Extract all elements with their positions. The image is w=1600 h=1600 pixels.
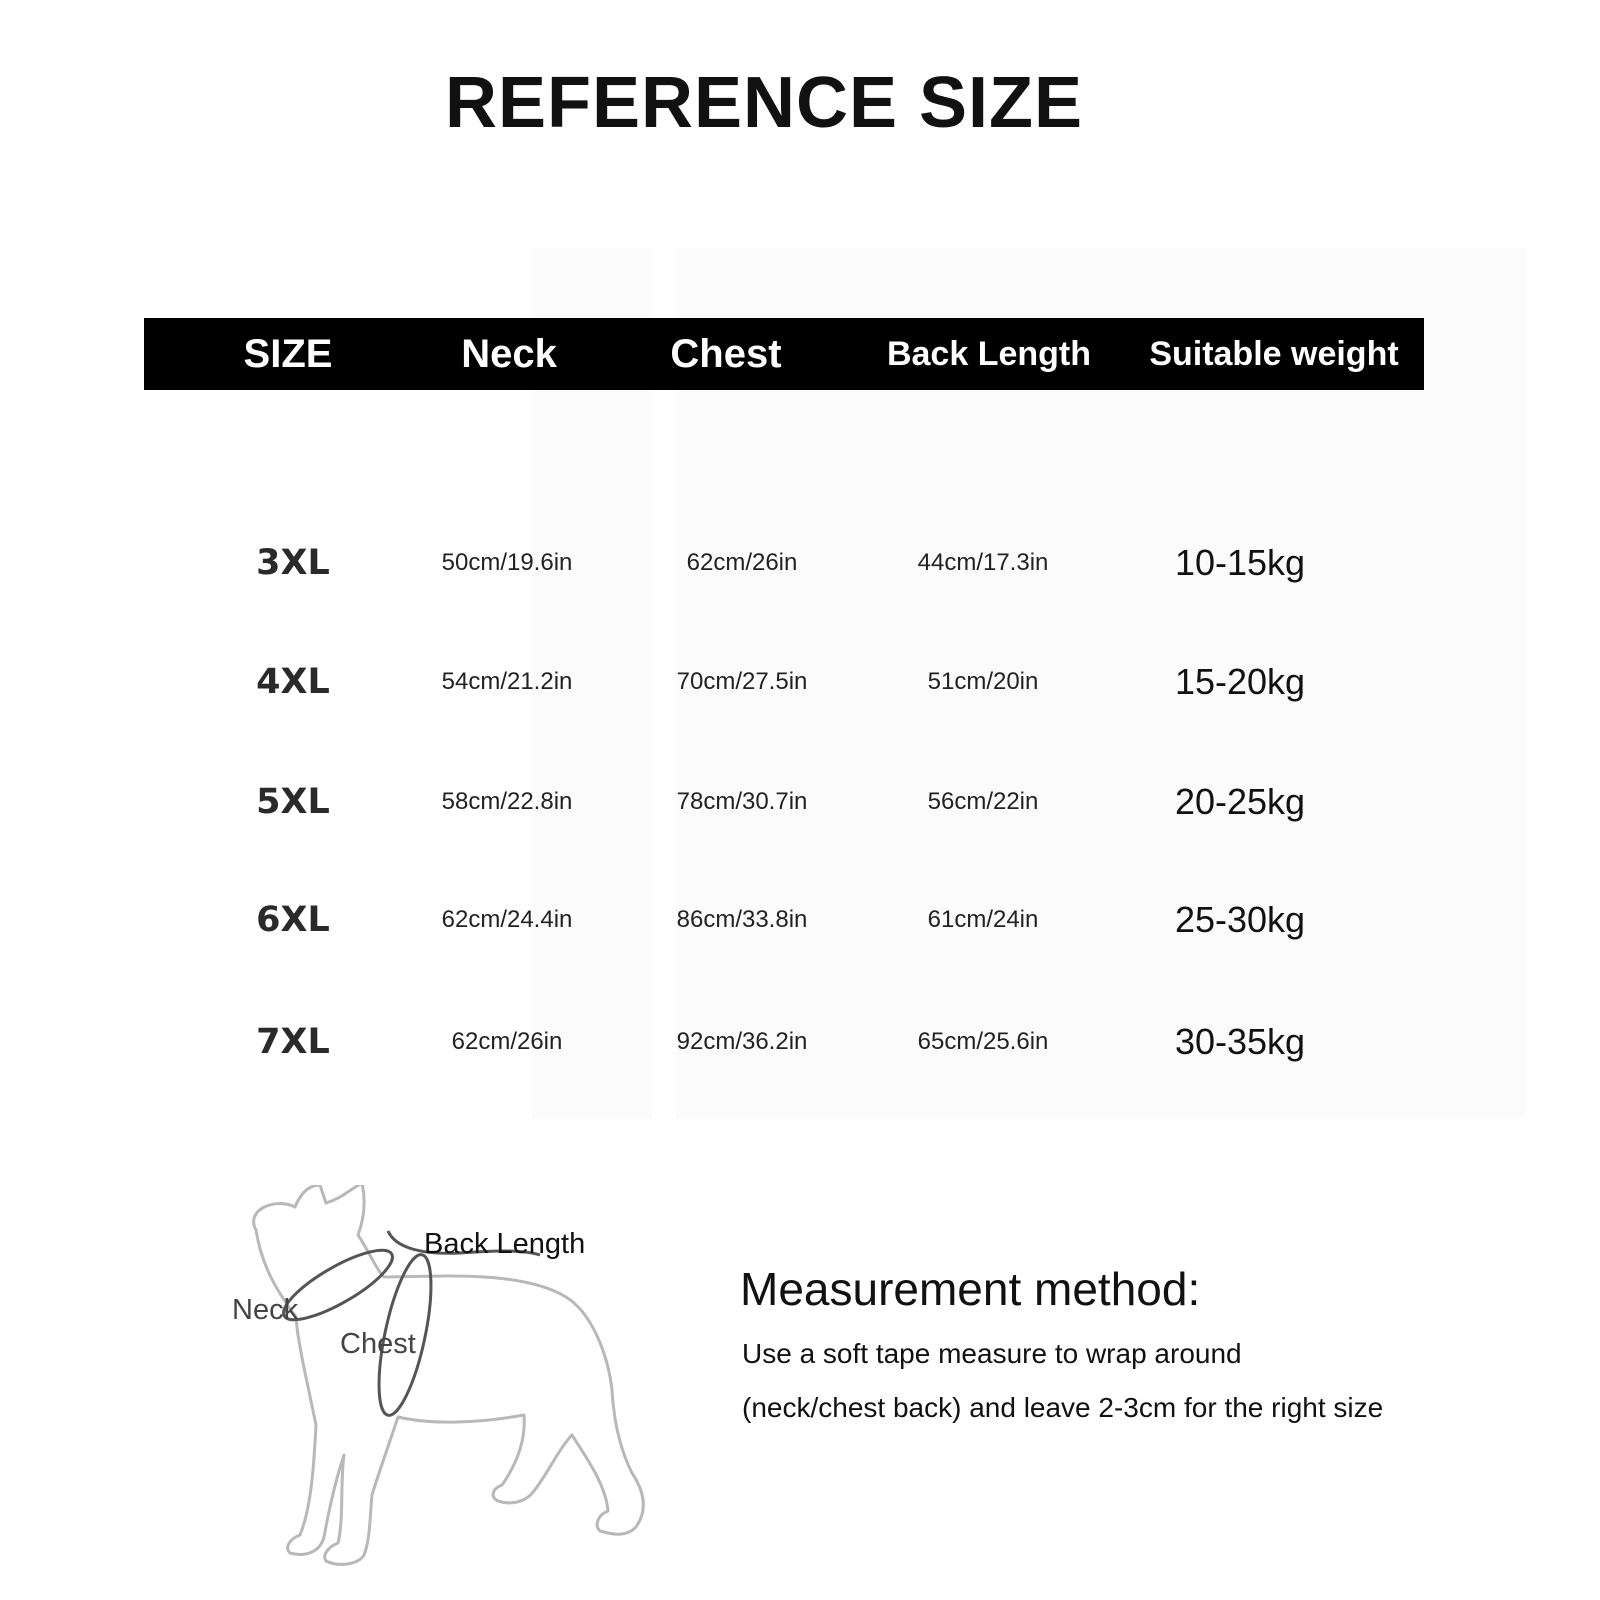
neck-cell: 58cm/22.8in <box>441 788 573 815</box>
back-length-cell: 65cm/25.6in <box>917 1028 1049 1055</box>
table-row <box>0 1012 1600 1072</box>
chest-label: Chest <box>340 1328 416 1360</box>
back-length-cell: 56cm/22in <box>927 788 1039 815</box>
measurement-method-title: Measurement method: <box>740 1263 1201 1315</box>
header-suitable-weight: Suitable weight <box>1149 335 1399 373</box>
measurement-method-line: Use a soft tape measure to wrap around <box>742 1338 1242 1369</box>
size-cell: 3XL <box>256 543 330 583</box>
table-row <box>0 772 1600 832</box>
chest-cell: 86cm/33.8in <box>676 906 808 933</box>
size-cell: 4XL <box>256 662 330 702</box>
header-size: SIZE <box>243 332 333 376</box>
table-row <box>0 890 1600 950</box>
back-length-label: Back Length <box>424 1228 586 1260</box>
chest-cell: 92cm/36.2in <box>676 1028 808 1055</box>
weight-cell: 20-25kg <box>1174 781 1306 822</box>
header-neck: Neck <box>461 332 557 376</box>
weight-cell: 10-15kg <box>1174 542 1306 583</box>
size-cell: 7XL <box>256 1022 330 1062</box>
measurement-method-line: (neck/chest back) and leave 2-3cm for the right size <box>742 1392 1384 1423</box>
table-row <box>0 533 1600 593</box>
chest-cell: 70cm/27.5in <box>676 668 808 695</box>
chest-cell: 78cm/30.7in <box>676 788 808 815</box>
neck-label: Neck <box>232 1294 299 1326</box>
header-back-length: Back Length <box>886 335 1092 373</box>
back-length-cell: 44cm/17.3in <box>917 549 1049 576</box>
back-length-cell: 61cm/24in <box>927 906 1039 933</box>
weight-cell: 15-20kg <box>1174 661 1306 702</box>
back-length-cell: 51cm/20in <box>927 668 1039 695</box>
neck-cell: 62cm/26in <box>451 1028 563 1055</box>
neck-cell: 62cm/24.4in <box>441 906 573 933</box>
chest-cell: 62cm/26in <box>686 549 798 576</box>
neck-cell: 50cm/19.6in <box>441 549 573 576</box>
size-cell: 6XL <box>256 900 330 940</box>
neck-cell: 54cm/21.2in <box>441 668 573 695</box>
table-row <box>0 652 1600 712</box>
weight-cell: 25-30kg <box>1174 899 1306 940</box>
weight-cell: 30-35kg <box>1174 1021 1306 1062</box>
size-cell: 5XL <box>256 782 330 822</box>
size-table-header <box>144 318 1424 390</box>
header-chest: Chest <box>670 332 782 376</box>
page-title: REFERENCE SIZE <box>444 63 1084 143</box>
